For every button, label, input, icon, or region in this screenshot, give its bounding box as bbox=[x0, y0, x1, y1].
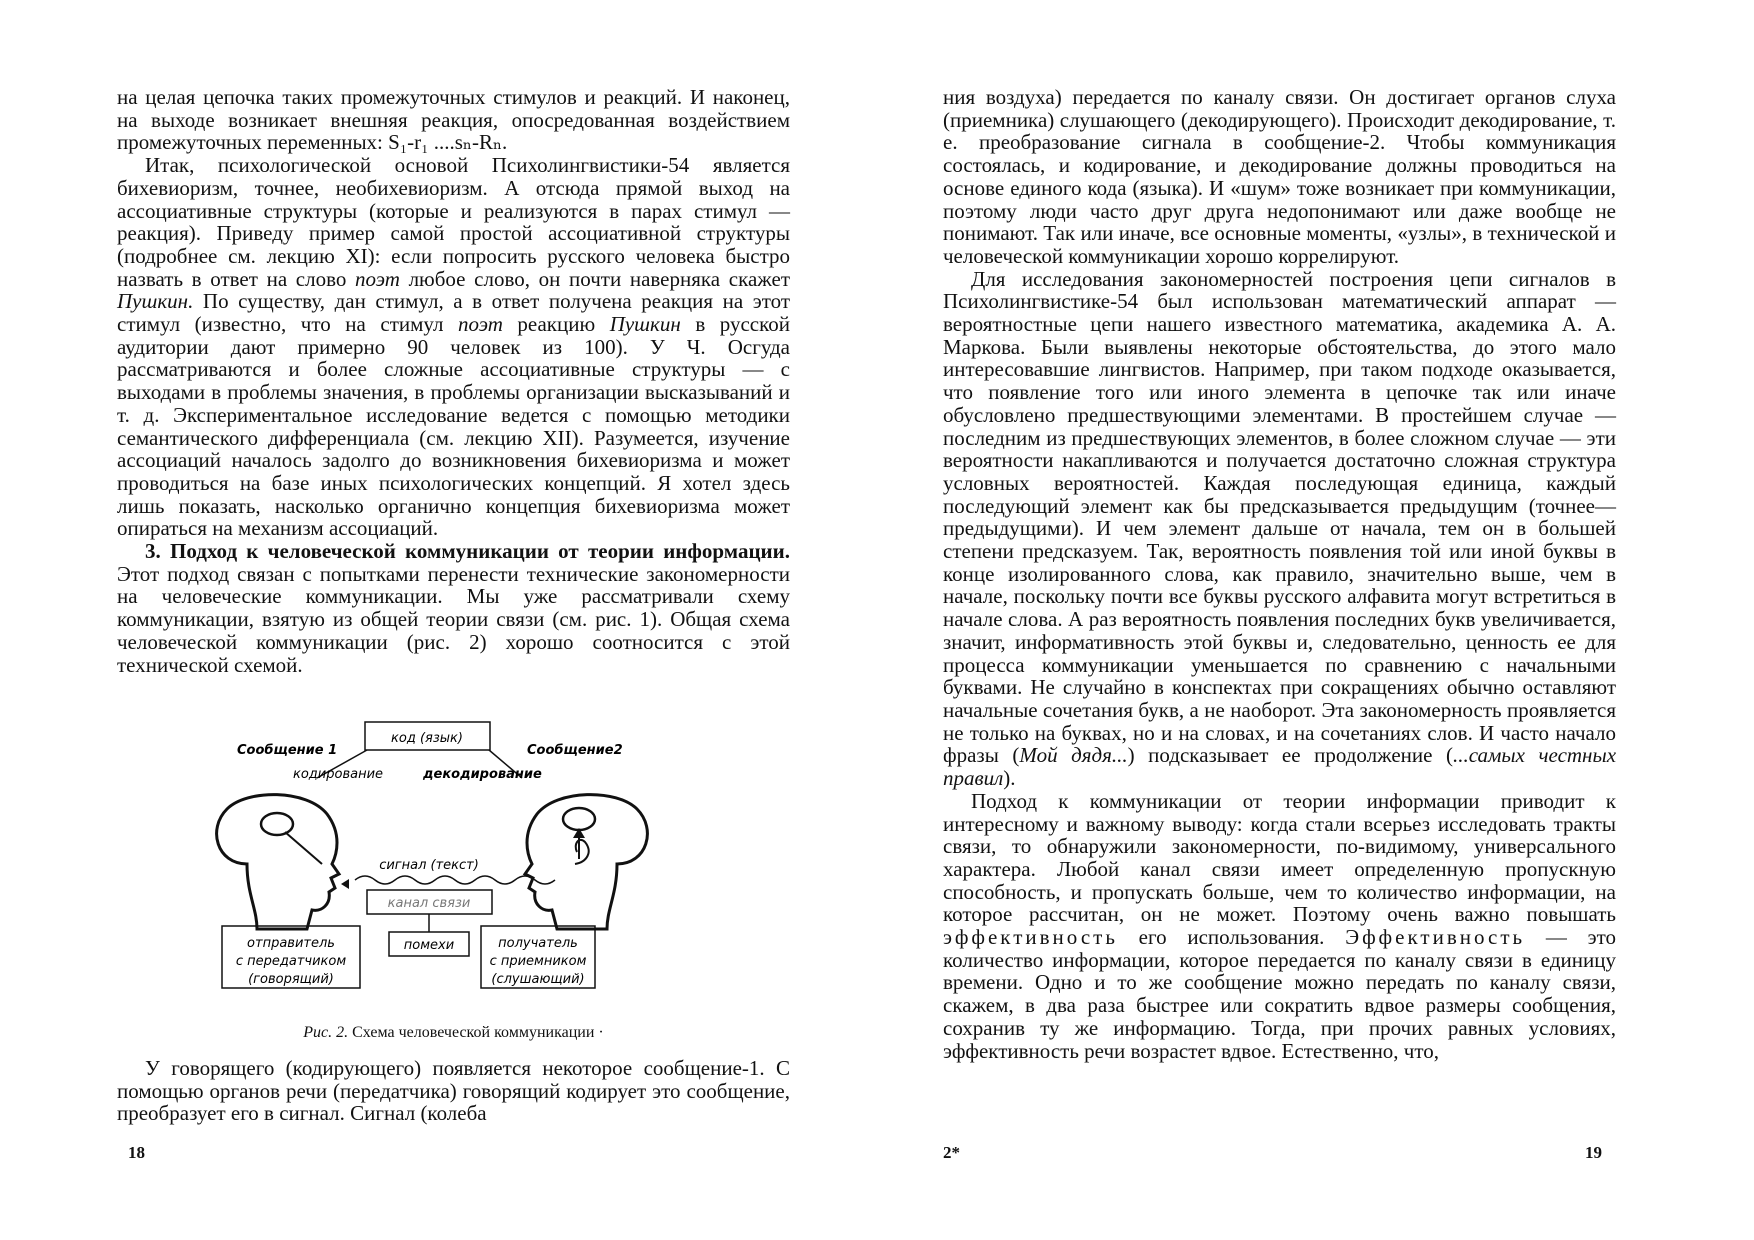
sender-line-1: отправитель bbox=[247, 936, 335, 951]
code-label: код (язык) bbox=[391, 731, 463, 746]
receiver-ear bbox=[575, 840, 589, 864]
receiver-line-3: (слушающий) bbox=[491, 972, 585, 987]
diagram-svg bbox=[117, 714, 790, 1024]
signature-mark: 2* bbox=[943, 1143, 960, 1162]
message1-label: Сообщение 1 bbox=[237, 743, 338, 758]
left-text-column bbox=[117, 86, 790, 676]
noise-label: помехи bbox=[403, 938, 455, 953]
decoding-label: декодирование bbox=[423, 767, 542, 782]
paragraph-continuation: на целая цепочка таких промежуточных стимулов и реакций. И наконец, на выходе возникает внешняя реакция, опосредованная воздействием промежуточных переменных: S₁-r₁ ....sₙ-Rₙ. bbox=[117, 85, 790, 155]
paragraph-speaker: У говорящего (кодирующего) появляется некоторое сообщение-1. С помощью органов речи (передатчика) говорящий кодирует это сообщение, преобразует его в сигнал. Сигнал (колеба bbox=[117, 1056, 790, 1126]
paragraph-efficiency: Подход к коммуникации от теории информации приводит к интересному и важному выводу: когда стали всерьез исследовать тракты связи, то обнаружили закономерности, по-видимому, универсального характера. Любой канал связи имеет определенную пропускную способность, и пропускать больше, чем то количество информации, на которое рассчитан, он не может. Поэтому очень важно повышать эффективность его использования. Эффективность — это количество информации, которое передается по каналу связи в единицу времени. Одно и то же сообщение можно передать по каналу связи, скажем, в два раза быстрее или сократить вдвое размеры сообщения, сохранив ту же информацию. Тогда, при прочих равных условиях, эффективность речи возрастет вдвое. Естественно, что, bbox=[943, 788, 1617, 1063]
signal-wave bbox=[355, 876, 555, 884]
paragraph-section-3: 3. Подход к человеческой коммуникации от теории информации. Этот подход связан с попытками перенести технические закономерности на человеческие коммуникации. Мы уже рассматривали схему коммуникации, взятую из общей теории связи (см. рис. 1). Общая схема человеческой коммуникации (рис. 2) хорошо соотносится с этой технической схемой. bbox=[117, 539, 790, 677]
encoding-label: кодирование bbox=[293, 767, 384, 782]
communication-diagram bbox=[117, 714, 790, 1024]
sender-line-2: с передатчиком bbox=[235, 954, 347, 969]
sender-line-3: (говорящий) bbox=[248, 972, 334, 987]
receiver-line-1: получатель bbox=[498, 936, 578, 951]
section-heading: 3. Подход к человеческой коммуникации от теории информации. bbox=[145, 539, 790, 564]
receiver-line-2: с приемником bbox=[489, 954, 587, 969]
channel-label: канал связи bbox=[387, 896, 471, 911]
page-number-left: 18 bbox=[128, 1143, 145, 1162]
sender-path bbox=[285, 832, 322, 864]
paragraph-behaviorism: Итак, психологической основой Психолингвистики-54 является бихевиоризм, точнее, необихевиоризм. А отсюда прямой выход на ассоциативные структуры (которые и реализуются в парах стимул — реакция). Приведу пример самой простой ассоциативной структуры (подробнее см. лекцию XI): если попросить русского человека быстро назвать в ответ на слово поэт любое слово, он почти наверняка скажет Пушкин. По существу, дан стимул, а в ответ получена реакция на этот стимул (известно, что на стимул поэт реакцию Пушкин в русской аудитории дают примерно 90 человек из 100). У Ч. Осгуда рассматриваются и более сложные ассоциативные структуры — с выходами в проблемы значения, в проблемы организации высказываний и т. д. Экспериментальное исследование ведется с помощью методики семантического дифференциала (см. лекцию XII). Разумеется, изучение ассоциаций началось задолго до возникновения бихевиоризма и может проводиться на базе иных психологических концепций. Я хотел здесь лишь показать, насколько органично концепция бихевиоризма может опираться на механизм ассоциаций. bbox=[117, 153, 791, 541]
sender-mouth-arrow bbox=[341, 879, 349, 889]
paragraph-signal-transmission: ния воздуха) передается по каналу связи. Он достигает органов слуха (приемника) слушающего (декодирующего). Происходит декодирование, т. е. преобразование сигнала в сообщение-2. Чтобы коммуникация состоялась, и кодирование, и декодирование должны проводиться на основе единого кода (языка). И «шум» тоже возникает при коммуникации, поэтому люди часто друг друга недопонимают или даже вообще не понимают. Так или иначе, все основные моменты, «узлы», в технической и человеческой коммуникации хорошо коррелируют. bbox=[943, 85, 1616, 268]
receiver-brain bbox=[563, 808, 595, 830]
page-number-right: 19 bbox=[1585, 1143, 1602, 1162]
right-page bbox=[877, 0, 1754, 1240]
left-bottom-text bbox=[117, 1057, 790, 1125]
signal-label: сигнал (текст) bbox=[379, 858, 479, 873]
paragraph-markov: Для исследования закономерностей построения цепи сигналов в Психолингвистике-54 был использован математический аппарат — вероятностные цепи нашего известного математика, академика А. А. Маркова. Были выявлены некоторые обстоятельства, до этого мало интересовавшие лингвистов. Например, при таком подходе оказывается, что появление того или иного элемента в цепочке так или иначе обусловлено предшествующими элементами. В простейшем случае — последним из предшествующих элементов, в более сложном случае — эти вероятности накапливаются и получается достаточно сложная структура условных вероятностей. Каждая последующая единица, каждый последующий элемент как бы предсказывается предыдущим (точнее—предыдущими). И чем элемент дальше от начала, тем он в большей степени предсказуем. Так, вероятность появления той или иной буквы в конце изолированного слова, как правило, значительно выше, чем в начале, поскольку почти все буквы русского алфавита могут встретиться в начале слова. А раз вероятность появления последних букв увеличивается, значит, информативность этой буквы и, следовательно, ценность ее для процесса коммуникации уменьшается по сравнению с начальными буквами. Не случайно в конспектах при сокращениях обычно оставляют начальные сочетания букв, а не наоборот. Эта закономерность проявляется не только на буквах, но и на словах, и на сочетаниях слов. И часто начало фразы (Мой дядя...) подсказывает ее продолжение (...самых честных правил). bbox=[943, 266, 1617, 791]
receiver-head bbox=[525, 795, 647, 929]
message2-label: Сообщение2 bbox=[527, 743, 623, 758]
right-text-column bbox=[943, 86, 1616, 1062]
figure-caption: Рис. 2. Схема человеческой коммуникации · bbox=[303, 1024, 604, 1041]
sender-brain bbox=[261, 813, 293, 835]
